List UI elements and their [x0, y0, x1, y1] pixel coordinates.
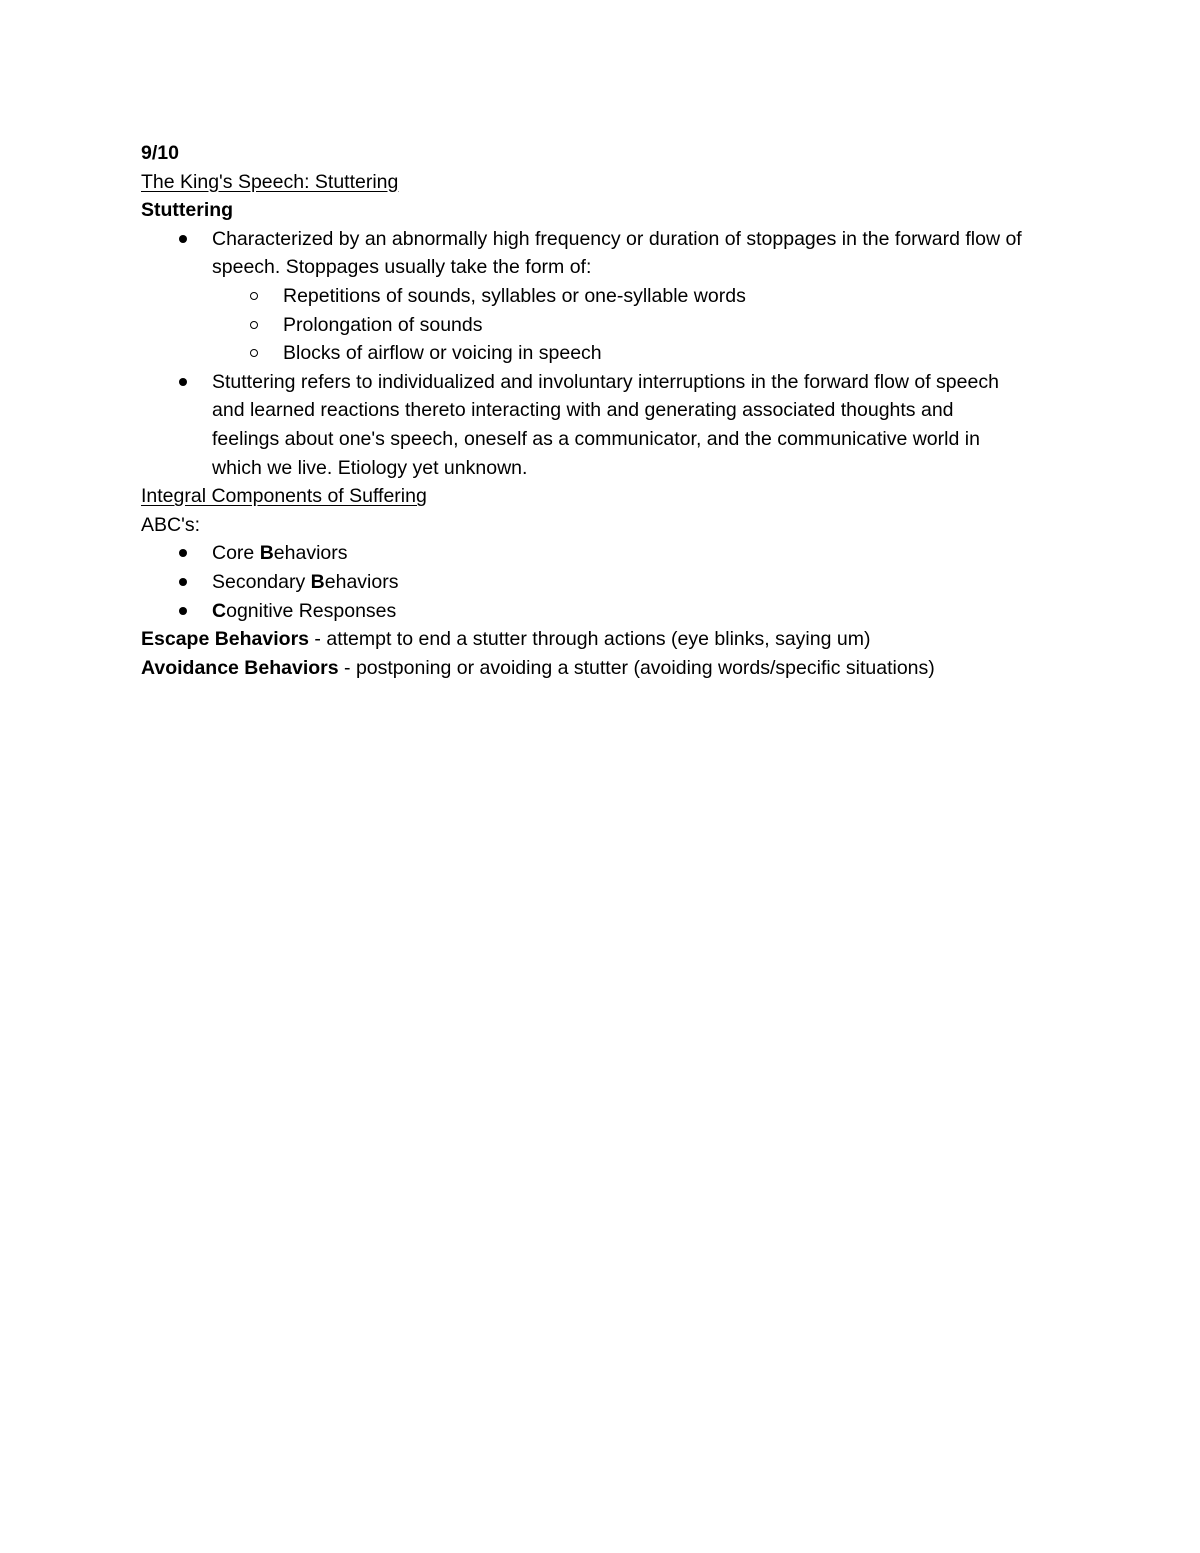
abc-item-letter: B — [259, 542, 274, 565]
filled-bullet-icon — [179, 368, 190, 397]
hollow-bullet-icon — [250, 339, 261, 368]
list-item — [212, 568, 1061, 597]
stoppage-forms-list — [212, 282, 1061, 368]
stuttering-description: Stuttering refers to individualized and involuntary interruptions in the forward flow of speech and learned reactions thereto interacting with and generating associated thoughts and feelings about one's speech, oneself as a communicator, and the communicative world in which we live. Etiology yet unknown. — [212, 370, 999, 479]
list-item — [283, 339, 1061, 368]
abc-list — [141, 539, 1061, 625]
escape-term: Escape Behaviors — [141, 628, 310, 651]
stuttering-list — [141, 225, 1061, 482]
stuttering-definition: Characterized by an abnormally high frequency or duration of stoppages in the forward flow of speech. Stoppages usually take the form of: — [212, 227, 1022, 279]
list-item — [212, 225, 1061, 368]
avoidance-term: Avoidance Behaviors — [141, 656, 339, 679]
abc-item-suffix: ognitive Responses — [226, 599, 397, 622]
avoidance-definition: - postponing or avoiding a stutter (avoiding words/specific situations) — [338, 656, 935, 679]
list-item — [212, 368, 1061, 482]
stoppage-form: Blocks of airflow or voicing in speech — [283, 342, 602, 365]
list-item — [283, 311, 1061, 340]
stoppage-form: Repetitions of sounds, syllables or one-syllable words — [283, 284, 746, 307]
document-page — [141, 139, 1061, 682]
abc-item-suffix: ehaviors — [273, 542, 348, 565]
abc-label: ABC's: — [141, 513, 200, 536]
abc-item-prefix: Secondary — [212, 570, 311, 593]
abc-item-suffix: ehaviors — [324, 570, 399, 593]
list-item — [283, 282, 1061, 311]
list-item — [212, 597, 1061, 626]
stuttering-heading: Stuttering — [141, 199, 234, 222]
filled-bullet-icon — [179, 225, 190, 254]
hollow-bullet-icon — [250, 311, 261, 340]
stoppage-form: Prolongation of sounds — [283, 313, 483, 336]
abc-item-prefix: Core — [212, 542, 260, 565]
abc-item-letter: C — [212, 599, 227, 622]
hollow-bullet-icon — [250, 282, 261, 311]
abc-item-letter: B — [310, 570, 325, 593]
filled-bullet-icon — [179, 539, 190, 568]
list-item — [212, 539, 1061, 568]
escape-definition: - attempt to end a stutter through actions (eye blinks, saying um) — [309, 628, 871, 651]
avoidance-behaviors-line — [141, 654, 1061, 683]
components-heading: Integral Components of Suffering — [141, 485, 427, 508]
escape-behaviors-line — [141, 625, 1061, 654]
filled-bullet-icon — [179, 597, 190, 626]
date-heading: 9/10 — [141, 142, 179, 164]
filled-bullet-icon — [179, 568, 190, 597]
topic-title: The King's Speech: Stuttering — [141, 170, 399, 193]
